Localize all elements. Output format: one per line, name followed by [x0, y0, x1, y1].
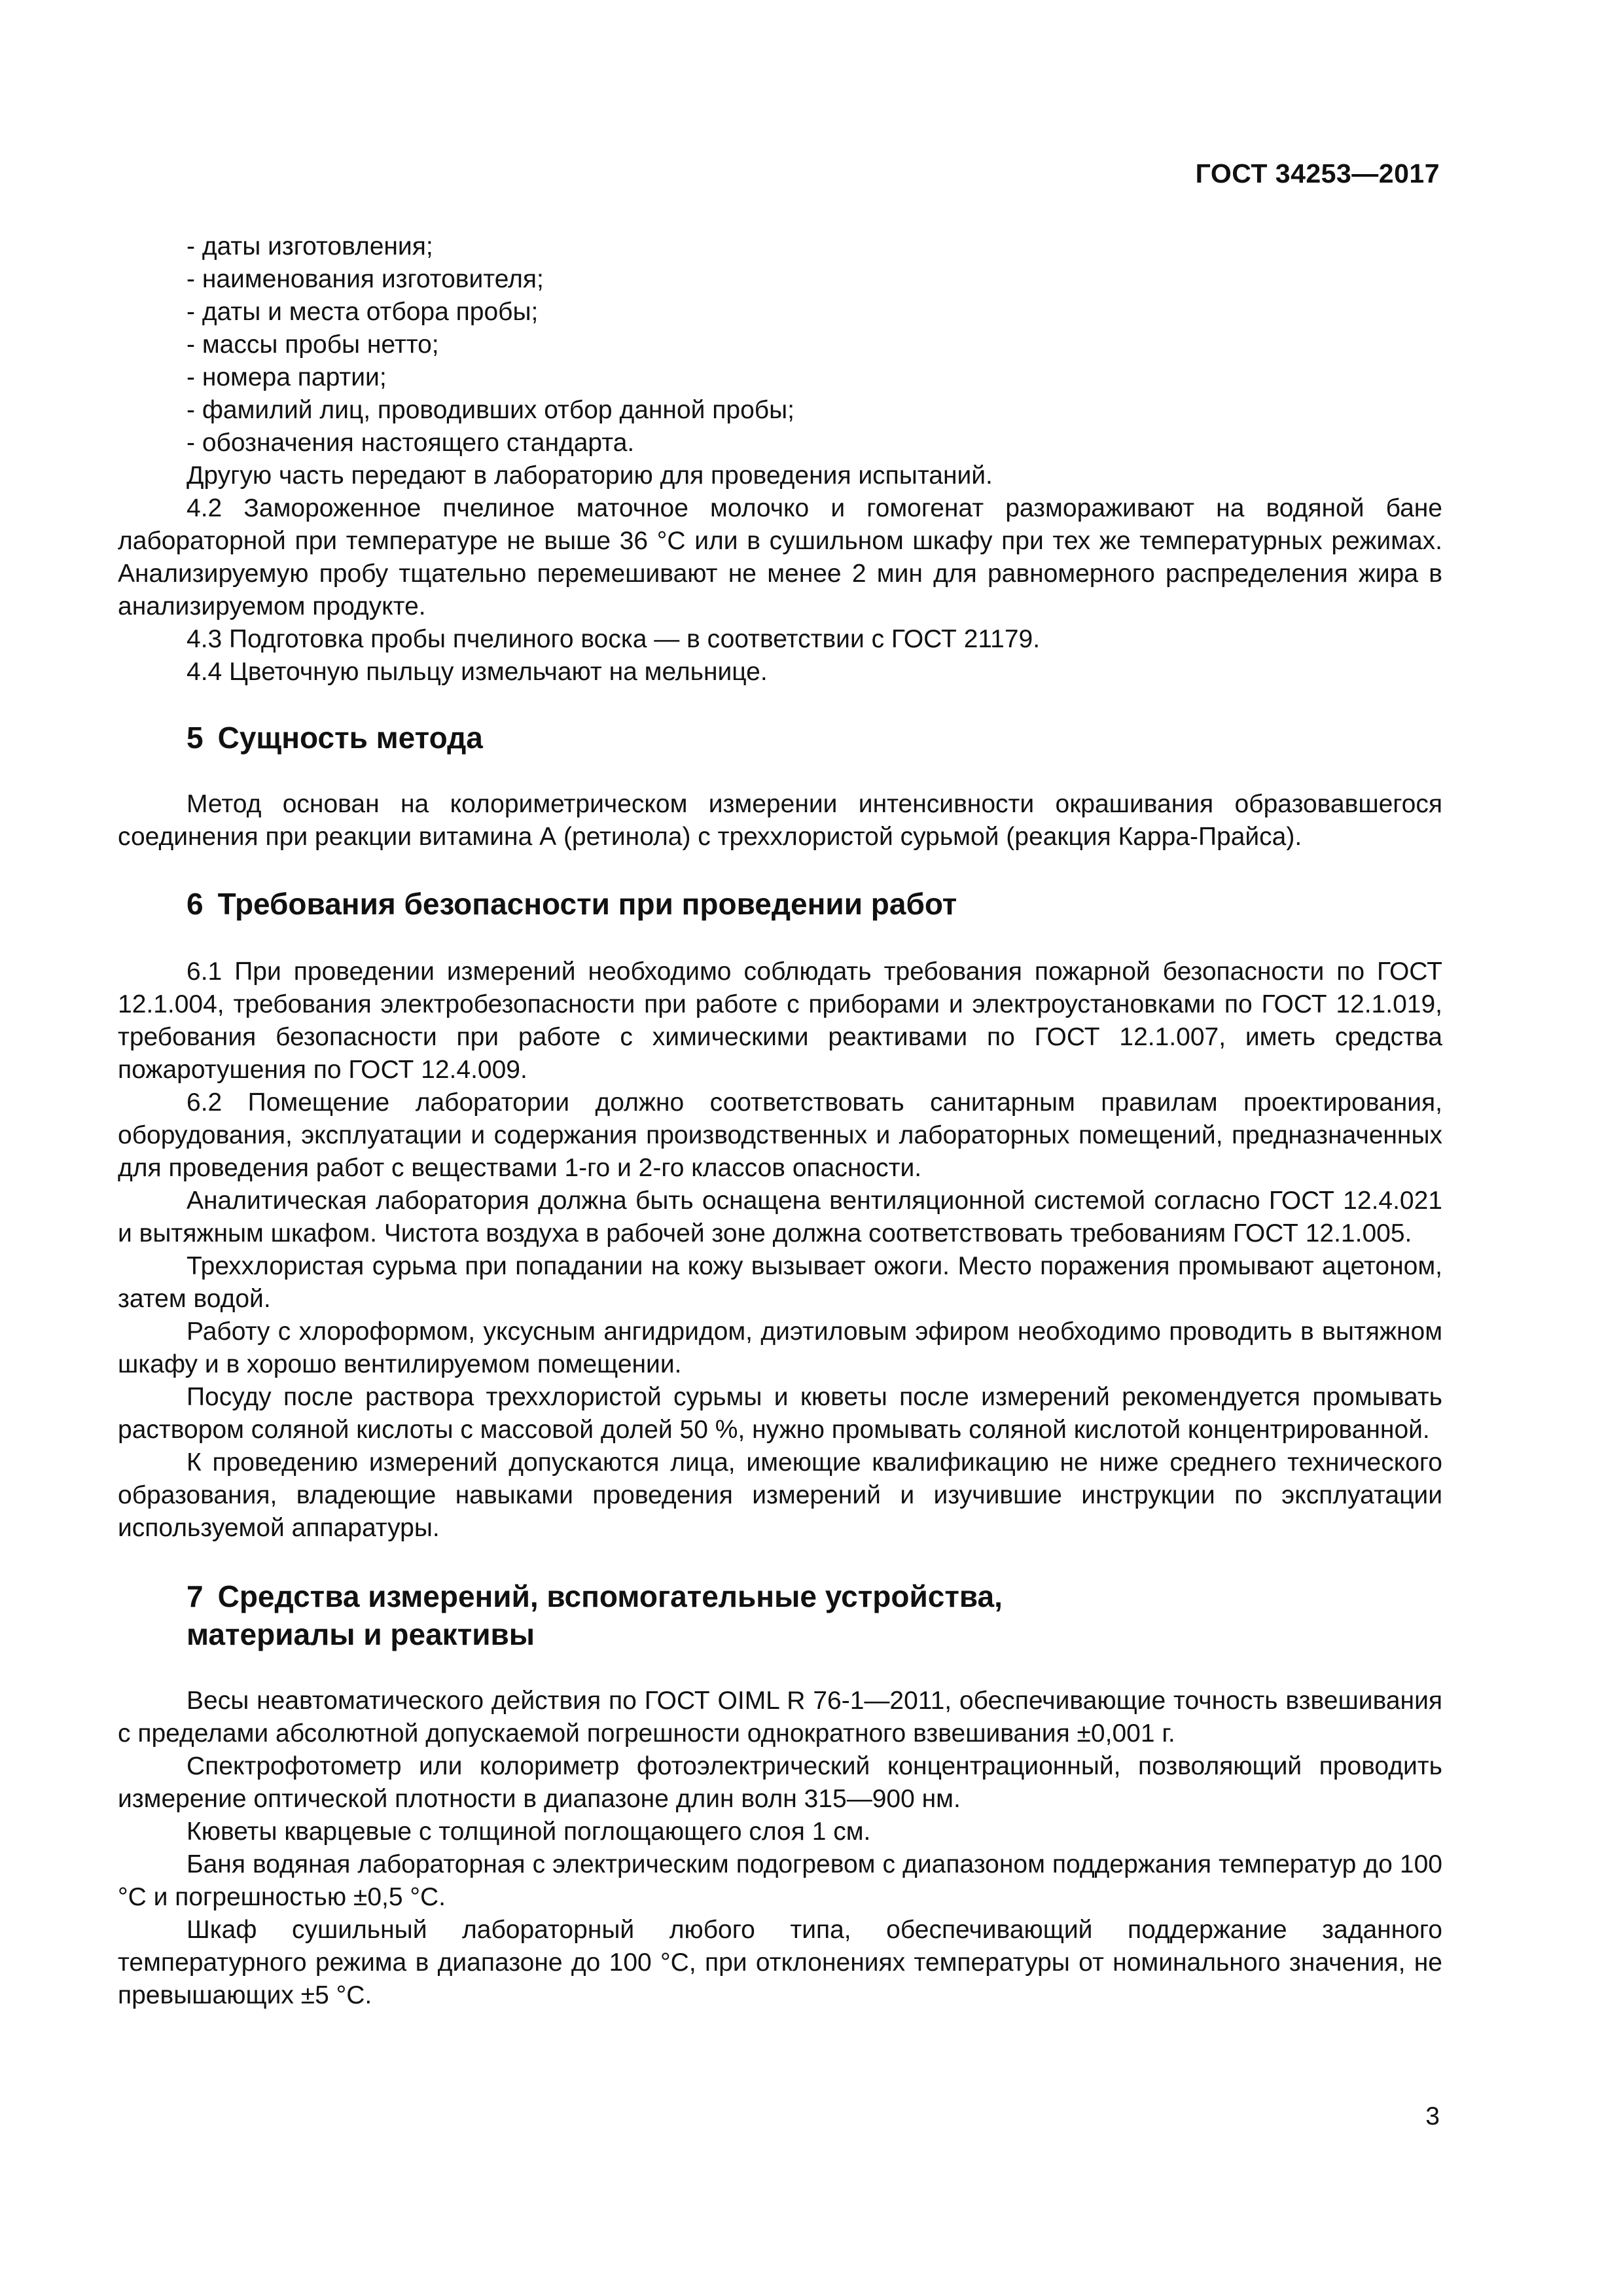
list-item: - даты изготовления;	[187, 232, 433, 260]
paragraph: К проведению измерений допускаются лица, имеющие квалификацию не ниже среднего технического образования, владеющие навыками проведения измерений и изучившие инструкции по эксплуатации используемой аппаратуры.	[118, 1448, 1442, 1542]
section-6-heading	[118, 885, 1442, 923]
paragraph: Кюветы кварцевые с толщиной поглощающего слоя 1 см.	[187, 1818, 871, 1846]
paragraph: Метод основан на колориметрическом измерении интенсивности окрашивания образовавшегося соединения при реакции витамина А (ретинола) с треххлористой сурьмой (реакция Карра-Прайса).	[118, 790, 1442, 851]
paragraph: Работу с хлороформом, уксусным ангидридом, диэтиловым эфиром необходимо проводить в вытяжном шкафу и в хорошо вентилируемом помещении.	[118, 1318, 1442, 1378]
section-7-heading	[118, 1577, 1442, 1653]
document-body	[118, 230, 1442, 2012]
paragraph: Посуду после раствора треххлористой сурьмы и кюветы после измерений рекомендуется промывать раствором соляной кислоты с массовой долей 50 %, нужно промывать соляной кислотой концентрированной.	[118, 1383, 1442, 1444]
section-title: Требования безопасности при проведении работ	[217, 887, 957, 921]
paragraph-4-3: 4.3 Подготовка пробы пчелиного воска — в соответствии с ГОСТ 21179.	[187, 625, 1041, 653]
list-item: - обозначения настоящего стандарта.	[187, 429, 635, 457]
list-item: - наименования изготовителя;	[187, 265, 544, 293]
section-number: 7	[187, 1579, 204, 1613]
section-title: Сущность метода	[217, 721, 483, 755]
paragraph-6-2: 6.2 Помещение лаборатории должно соответствовать санитарным правилам проектирования, оборудования, эксплуатации и содержания производственных и лабораторных помещений, предназначенных для проведения работ с веществами 1-го и 2-го классов опасности.	[118, 1088, 1442, 1182]
section-5-heading	[118, 719, 1442, 757]
paragraph-4-4: 4.4 Цветочную пыльцу измельчают на мельнице.	[187, 658, 768, 686]
page-number: 3	[1425, 2102, 1440, 2130]
paragraph: Шкаф сушильный лабораторный любого типа, обеспечивающий поддержание заданного температурного режима в диапазоне до 100 °С, при отклонениях температуры от номинального значения, не превышающих ±5 °С.	[118, 1916, 1442, 2009]
paragraph: Треххлористая сурьма при попадании на кожу вызывает ожоги. Место поражения промывают ацетоном, затем водой.	[118, 1252, 1442, 1313]
section-title-line2: материалы и реактивы	[187, 1617, 535, 1651]
list-item: - даты и места отбора пробы;	[187, 298, 539, 326]
paragraph: Весы неавтоматического действия по ГОСТ OIML R 76-1—2011, обеспечивающие точность взвешивания с пределами абсолютной допускаемой погрешности однократного взвешивания ±0,001 г.	[118, 1687, 1442, 1748]
standard-code-header: ГОСТ 34253—2017	[1195, 158, 1440, 188]
section-title: Средства измерений, вспомогательные устройства,	[217, 1579, 1003, 1613]
section-number: 5	[187, 721, 204, 755]
list-item: - фамилий лиц, проводивших отбор данной пробы;	[187, 396, 794, 424]
intro-list	[118, 230, 1442, 459]
section-number: 6	[187, 887, 204, 921]
list-item: - номера партии;	[187, 363, 387, 391]
paragraph: Баня водяная лабораторная с электрическим подогревом с диапазоном поддержания температур до 100 °С и погрешностью ±0,5 °С.	[118, 1850, 1442, 1911]
paragraph: Спектрофотометр или колориметр фотоэлектрический концентрационный, позволяющий проводить измерение оптической плотности в диапазоне длин волн 315—900 нм.	[118, 1752, 1442, 1813]
paragraph: Другую часть передают в лабораторию для проведения испытаний.	[187, 461, 993, 490]
list-item: - массы пробы нетто;	[187, 331, 439, 359]
paragraph-4-2: 4.2 Замороженное пчелиное маточное молочко и гомогенат размораживают на водяной бане лабораторной при температуре не выше 36 °С или в сушильном шкафу при тех же температурных режимах. Анализируемую пробу тщательно перемешивают не менее 2 мин для равномерного распределения жира в анализируемом продукте.	[118, 494, 1442, 620]
paragraph: Аналитическая лаборатория должна быть оснащена вентиляционной системой согласно ГОСТ 12.4.021 и вытяжным шкафом. Чистота воздуха в рабочей зоне должна соответствовать требованиям ГОСТ 12.1.005.	[118, 1187, 1442, 1247]
paragraph-6-1: 6.1 При проведении измерений необходимо соблюдать требования пожарной безопасности по ГОСТ 12.1.004, требования электробезопасности при работе с приборами и электроустановками по ГОСТ 12.1.019, требования безопасности при работе с химическими реактивами по ГОСТ 12.1.007, иметь средства пожаротушения по ГОСТ 12.4.009.	[118, 958, 1442, 1084]
